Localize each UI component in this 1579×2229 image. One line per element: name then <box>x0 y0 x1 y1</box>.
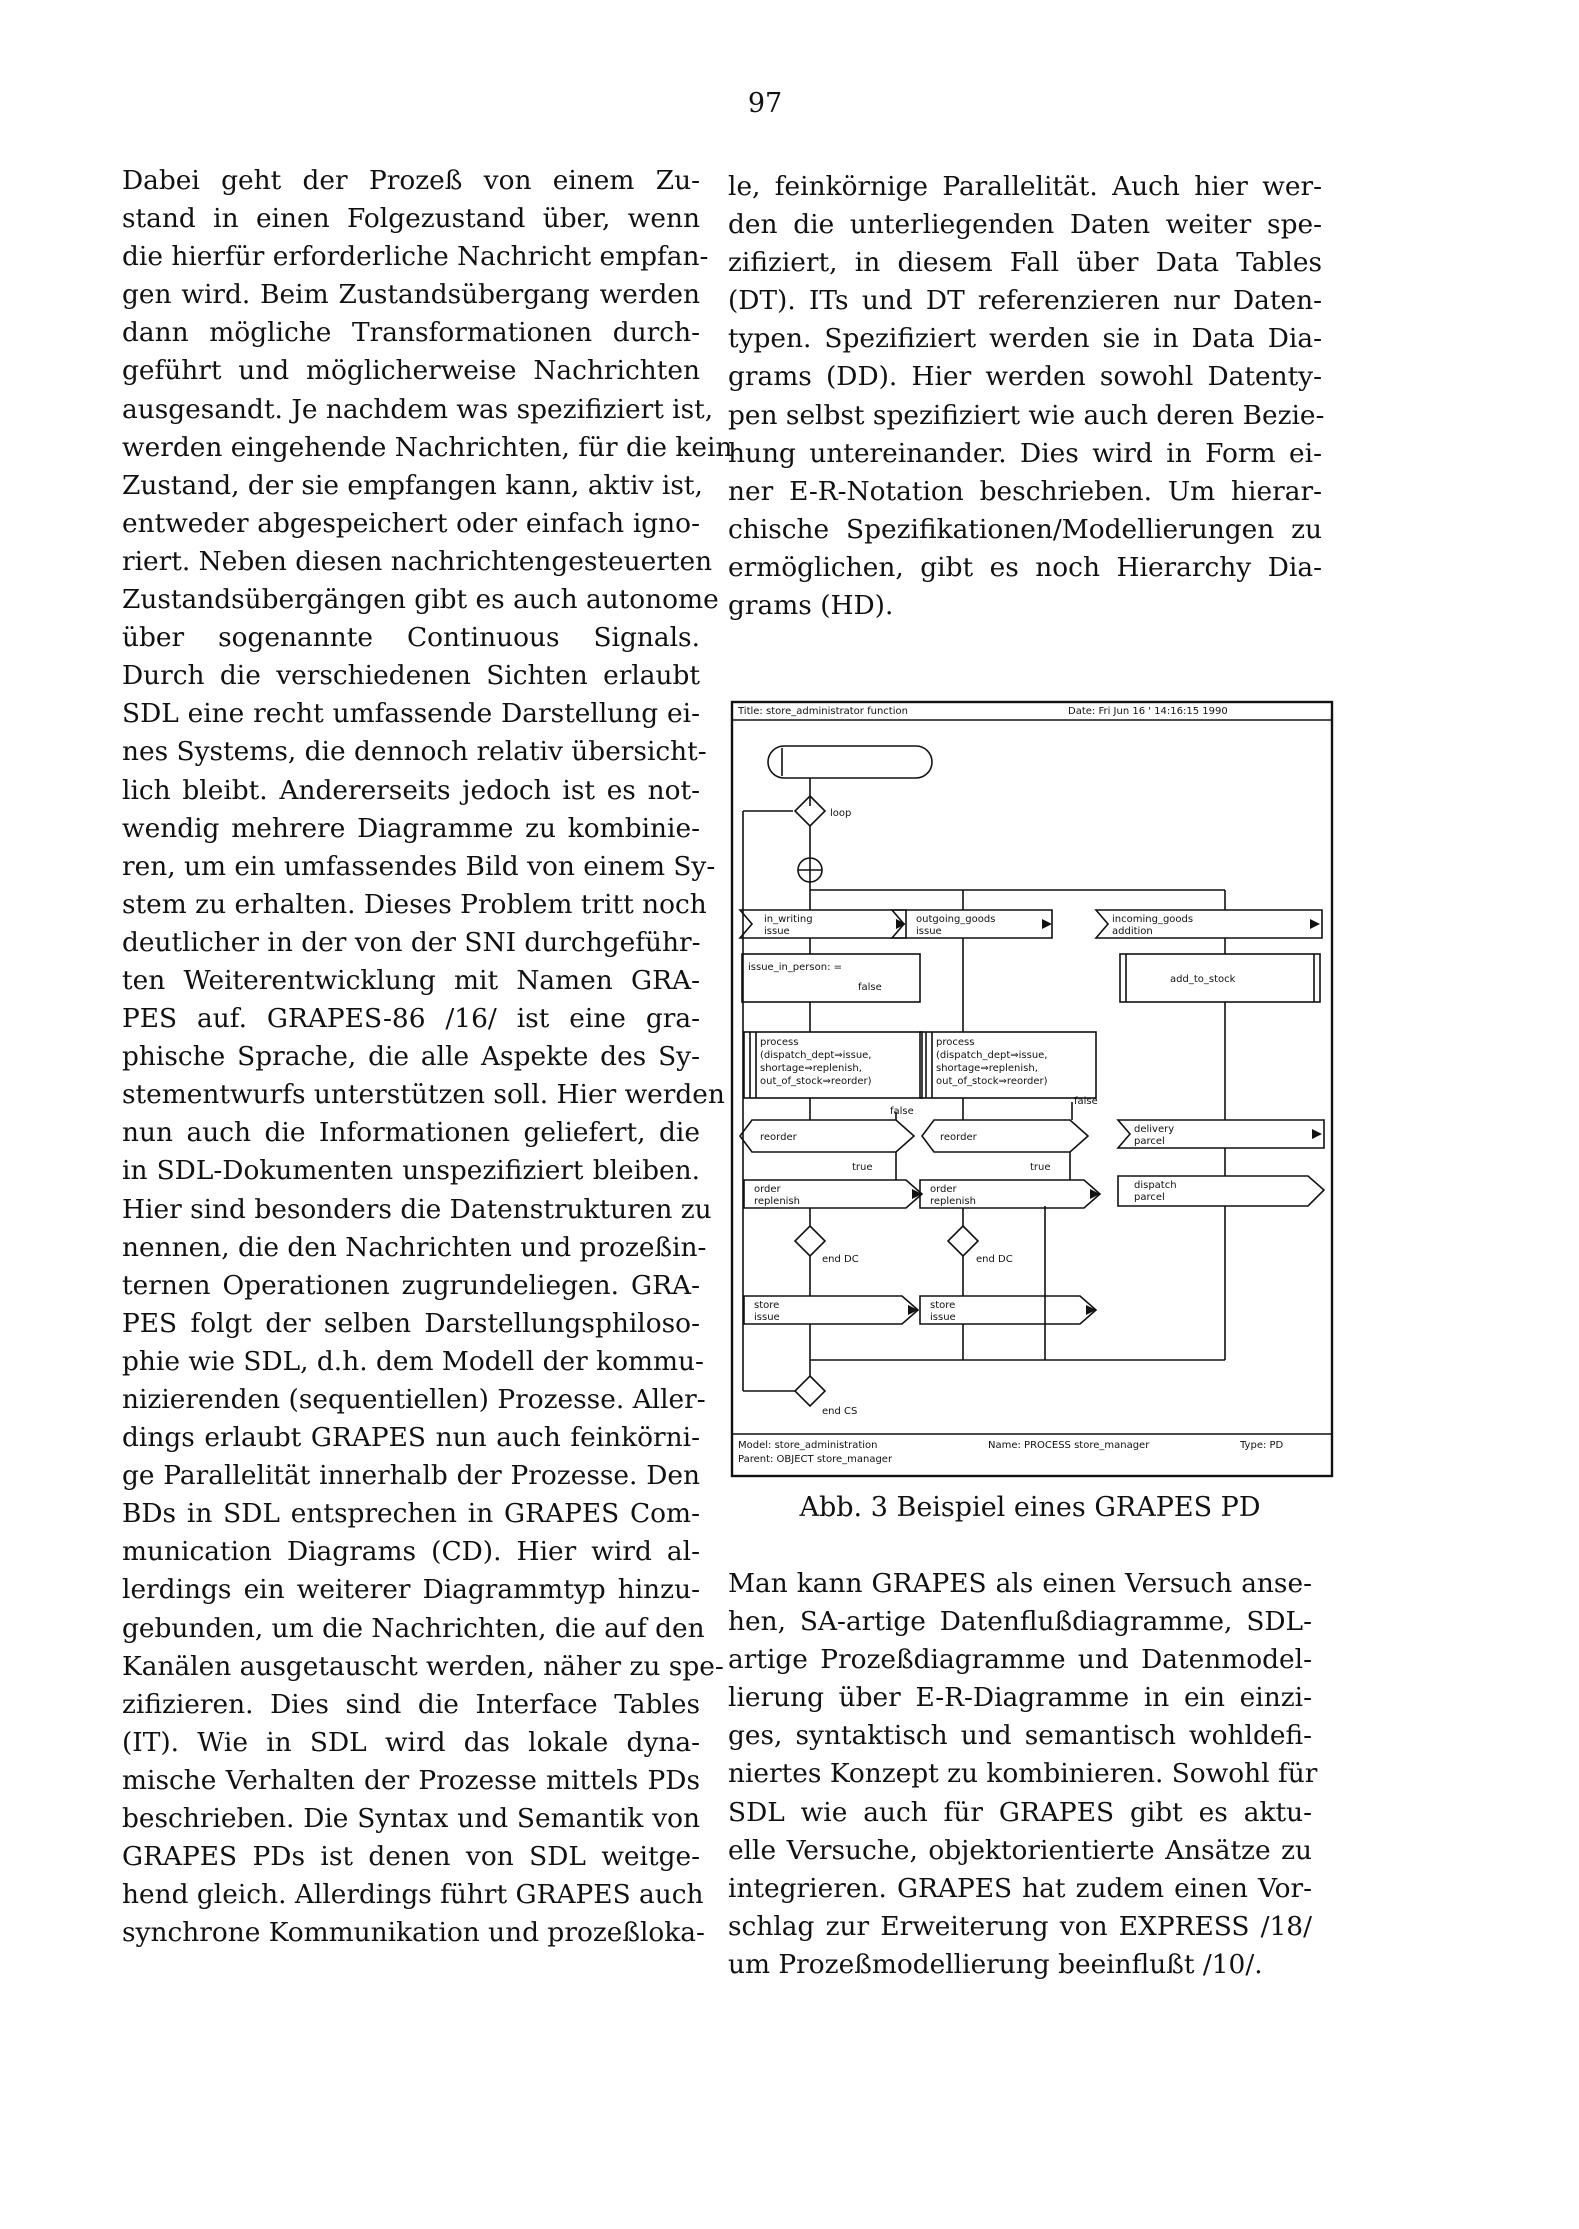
text-line: nun auch die Informationen geliefert, die <box>122 1117 700 1149</box>
text-line: dings erlaubt GRAPES nun auch feinkörni- <box>122 1422 700 1454</box>
text-line: ermöglichen, gibt es noch Hierarchy Dia- <box>728 551 1322 583</box>
process-left-line-4: out_of_stock⇒reorder) <box>760 1076 872 1087</box>
text-line: deutlicher in der von der SNI durchgeführ- <box>122 926 701 958</box>
text-line: den die unterliegenden Daten weiter spe- <box>728 209 1322 241</box>
issue-right-label: issue <box>930 1312 956 1323</box>
text-line: SDL eine recht umfassende Darstellung ei- <box>122 698 700 730</box>
parcel-label-1: parcel <box>1134 1136 1165 1147</box>
text-line: zifizieren. Dies sind die Interface Tables <box>122 1688 700 1720</box>
process-left-line-3: shortage⇒replenish, <box>760 1063 862 1074</box>
text-line: lierung über E-R-Diagramme in ein einzi- <box>728 1682 1312 1714</box>
text-line: riert. Neben diesen nachrichtengesteuerten <box>122 545 713 577</box>
text-line: le, feinkörnige Parallelität. Auch hier wer- <box>728 171 1322 202</box>
text-line: Dabei geht der Prozeß von einem Zu- <box>122 165 700 196</box>
text-line: hen, SA-artige Datenflußdiagramme, SDL- <box>728 1606 1312 1638</box>
store-right-label: store <box>930 1300 956 1311</box>
parcel-label-2: parcel <box>1134 1192 1165 1203</box>
text-line: integrieren. GRAPES hat zudem einen Vor- <box>728 1872 1312 1904</box>
false-label-right: false <box>1074 1096 1098 1107</box>
text-line: geführt und möglicherweise Nachrichten <box>122 355 700 387</box>
delivery-label: delivery <box>1134 1124 1175 1135</box>
text-line: Zustandsübergängen gibt es auch autonome <box>122 584 719 616</box>
text-line: zifiziert, in diesem Fall über Data Tables <box>728 247 1322 279</box>
text-line: ge Parallelität innerhalb der Prozesse. Den <box>122 1460 700 1492</box>
true-label-left: true <box>852 1162 873 1173</box>
text-line: nizierenden (sequentiellen) Prozesse. Aller- <box>122 1384 706 1415</box>
add-to-stock-label: add_to_stock <box>1170 974 1236 985</box>
replenish-right-label: replenish <box>930 1196 976 1207</box>
reorder-left-label: reorder <box>760 1132 797 1143</box>
figure-caption: Abb. 3 Beispiel eines GRAPES PD <box>799 1492 1261 1523</box>
text-line: stementwurfs unterstützen soll. Hier werden <box>122 1079 725 1111</box>
order-left-label: order <box>754 1184 781 1195</box>
store-left-label: store <box>754 1300 780 1311</box>
decision-text: issue_in_person: = <box>748 962 843 973</box>
type-label: Type: PD <box>1240 1440 1284 1451</box>
process-right-line-3: shortage⇒replenish, <box>936 1063 1038 1074</box>
text-line: lerdings ein weiterer Diagrammtyp hinzu- <box>122 1574 700 1606</box>
model-label: Model: store_administration <box>738 1440 878 1451</box>
text-line: BDs in SDL entsprechen in GRAPES Com- <box>122 1498 700 1530</box>
start-state-symbol <box>768 746 932 778</box>
text-line: phische Sprache, die alle Aspekte des Sy- <box>122 1041 700 1073</box>
text-line: um Prozeßmodellierung beeinflußt /10/. <box>728 1948 1263 1980</box>
left-column-text <box>122 162 733 1952</box>
text-line: typen. Spezifiziert werden sie in Data Dia- <box>728 323 1322 355</box>
signal-incoming-label: incoming_goods <box>1112 914 1194 925</box>
text-line: hung untereinander. Dies wird in Form ei- <box>728 437 1322 469</box>
text-line: ternen Operationen zugrundeliegen. GRA- <box>122 1269 700 1301</box>
name-label: Name: PROCESS store_manager <box>988 1440 1150 1451</box>
text-line: nes Systems, die dennoch relativ übersicht- <box>122 736 707 768</box>
reorder-right-label: reorder <box>940 1132 977 1143</box>
signal-outgoing-sub: issue <box>916 926 942 937</box>
text-line: grams (DD). Hier werden sowohl Datenty- <box>728 361 1322 393</box>
signal-incoming-sub: addition <box>1112 926 1153 937</box>
grapes-pd-figure <box>730 700 1334 1480</box>
figure-title: Title: store_administrator function <box>738 706 908 717</box>
text-line: die hierfür erforderliche Nachricht empfan- <box>122 241 709 273</box>
text-line: mische Verhalten der Prozesse mittels PDs <box>122 1764 700 1796</box>
text-line: Hier sind besonders die Datenstrukturen zu <box>122 1193 712 1225</box>
process-left-line-1: process <box>760 1037 799 1048</box>
page-number: 97 <box>747 88 783 119</box>
text-line: in SDL-Dokumenten unspezifiziert bleiben. <box>122 1155 700 1187</box>
true-label-right: true <box>1030 1162 1051 1173</box>
text-line: Kanälen ausgetauscht werden, näher zu spe- <box>122 1650 724 1682</box>
dispatch-label: dispatch <box>1134 1180 1177 1191</box>
process-right-line-1: process <box>936 1037 975 1048</box>
process-right-line-4: out_of_stock⇒reorder) <box>936 1076 1048 1087</box>
replenish-left-label: replenish <box>754 1196 800 1207</box>
loop-label: loop <box>830 808 852 819</box>
text-line: (IT). Wie in SDL wird das lokale dyna- <box>122 1726 700 1758</box>
text-line: PES auf. GRAPES-86 /16/ ist eine gra- <box>122 1003 700 1035</box>
text-line: artige Prozeßdiagramme und Datenmodel- <box>728 1644 1312 1676</box>
text-line: gebunden, um die Nachrichten, die auf den <box>122 1612 705 1644</box>
issue-left-label: issue <box>754 1312 780 1323</box>
process-right-line-2: (dispatch_dept⇒issue, <box>936 1050 1048 1061</box>
signal-outgoing-label: outgoing_goods <box>916 914 996 925</box>
text-line: (DT). ITs und DT referenzieren nur Daten- <box>728 285 1322 317</box>
text-line: stand in einen Folgezustand über, wenn <box>122 203 700 235</box>
text-line: Zustand, der sie empfangen kann, aktiv ist, <box>122 469 703 501</box>
figure-date: Date: Fri Jun 16 ' 14:16:15 1990 <box>1068 706 1228 717</box>
signal-in-writing-sub: issue <box>764 926 790 937</box>
text-line: über sogenannte Continuous Signals. <box>122 622 700 654</box>
text-line: gen wird. Beim Zustandsübergang werden <box>122 279 700 311</box>
decision-false: false <box>858 982 882 993</box>
text-line: synchrone Kommunikation und prozeßloka- <box>122 1917 705 1949</box>
order-right-label: order <box>930 1184 957 1195</box>
text-line: nennen, die den Nachrichten und prozeßin- <box>122 1231 707 1263</box>
false-label-left: false <box>890 1106 914 1117</box>
process-left-line-2: (dispatch_dept⇒issue, <box>760 1050 872 1061</box>
right-column-bottom-text <box>728 1565 1318 1984</box>
text-line: elle Versuche, objektorientierte Ansätze zu <box>728 1834 1312 1866</box>
signal-in-writing-label: in_writing <box>764 914 813 925</box>
text-line: munication Diagrams (CD). Hier wird al- <box>122 1536 700 1568</box>
text-line: PES folgt der selben Darstellungsphiloso- <box>122 1307 700 1339</box>
text-line: beschrieben. Die Syntax und Semantik von <box>122 1803 700 1835</box>
text-line: ausgesandt. Je nachdem was spezifiziert ist, <box>122 393 714 425</box>
text-line: GRAPES PDs ist denen von SDL weitge- <box>122 1841 700 1873</box>
end-dc-right-label: end DC <box>976 1254 1013 1265</box>
text-line: lich bleibt. Andererseits jedoch ist es not- <box>122 774 700 806</box>
end-dc-right <box>948 1226 978 1256</box>
text-line: chische Spezifikationen/Modellierungen zu <box>728 513 1322 545</box>
text-line: werden eingehende Nachrichten, für die kein <box>122 431 733 463</box>
text-line: entweder abgespeichert oder einfach igno- <box>122 507 700 539</box>
text-line: grams (HD). <box>728 590 894 622</box>
text-line: dann mögliche Transformationen durch- <box>122 317 700 349</box>
text-line: Durch die verschiedenen Sichten erlaubt <box>122 660 700 692</box>
text-line: ner E-R-Notation beschrieben. Um hierar- <box>728 475 1322 507</box>
text-line: schlag zur Erweiterung von EXPRESS /18/ <box>728 1910 1312 1942</box>
right-column-top-text <box>728 168 1325 625</box>
text-line: ges, syntaktisch und semantisch wohldefi- <box>728 1720 1312 1752</box>
text-line: ten Weiterentwicklung mit Namen GRA- <box>122 964 700 996</box>
text-line: hend gleich. Allerdings führt GRAPES auch <box>122 1879 704 1911</box>
end-cs-label: end CS <box>822 1406 858 1417</box>
parent-label: Parent: OBJECT store_manager <box>738 1454 893 1465</box>
text-line: niertes Konzept zu kombinieren. Sowohl für <box>728 1758 1318 1790</box>
text-line: stem zu erhalten. Dieses Problem tritt noch <box>122 888 707 920</box>
end-dc-left <box>795 1226 825 1256</box>
text-line: wendig mehrere Diagramme zu kombinie- <box>122 812 700 844</box>
text-line: SDL wie auch für GRAPES gibt es aktu- <box>728 1796 1312 1828</box>
end-cs-junction <box>795 1376 825 1406</box>
text-line: ren, um ein umfassendes Bild von einem Sy- <box>122 850 716 882</box>
text-line: Man kann GRAPES als einen Versuch anse- <box>728 1568 1312 1599</box>
text-line: pen selbst spezifiziert wie auch deren Bezie- <box>728 399 1325 431</box>
text-line: phie wie SDL, d.h. dem Modell der kommu- <box>122 1345 704 1377</box>
end-dc-left-label: end DC <box>822 1254 859 1265</box>
